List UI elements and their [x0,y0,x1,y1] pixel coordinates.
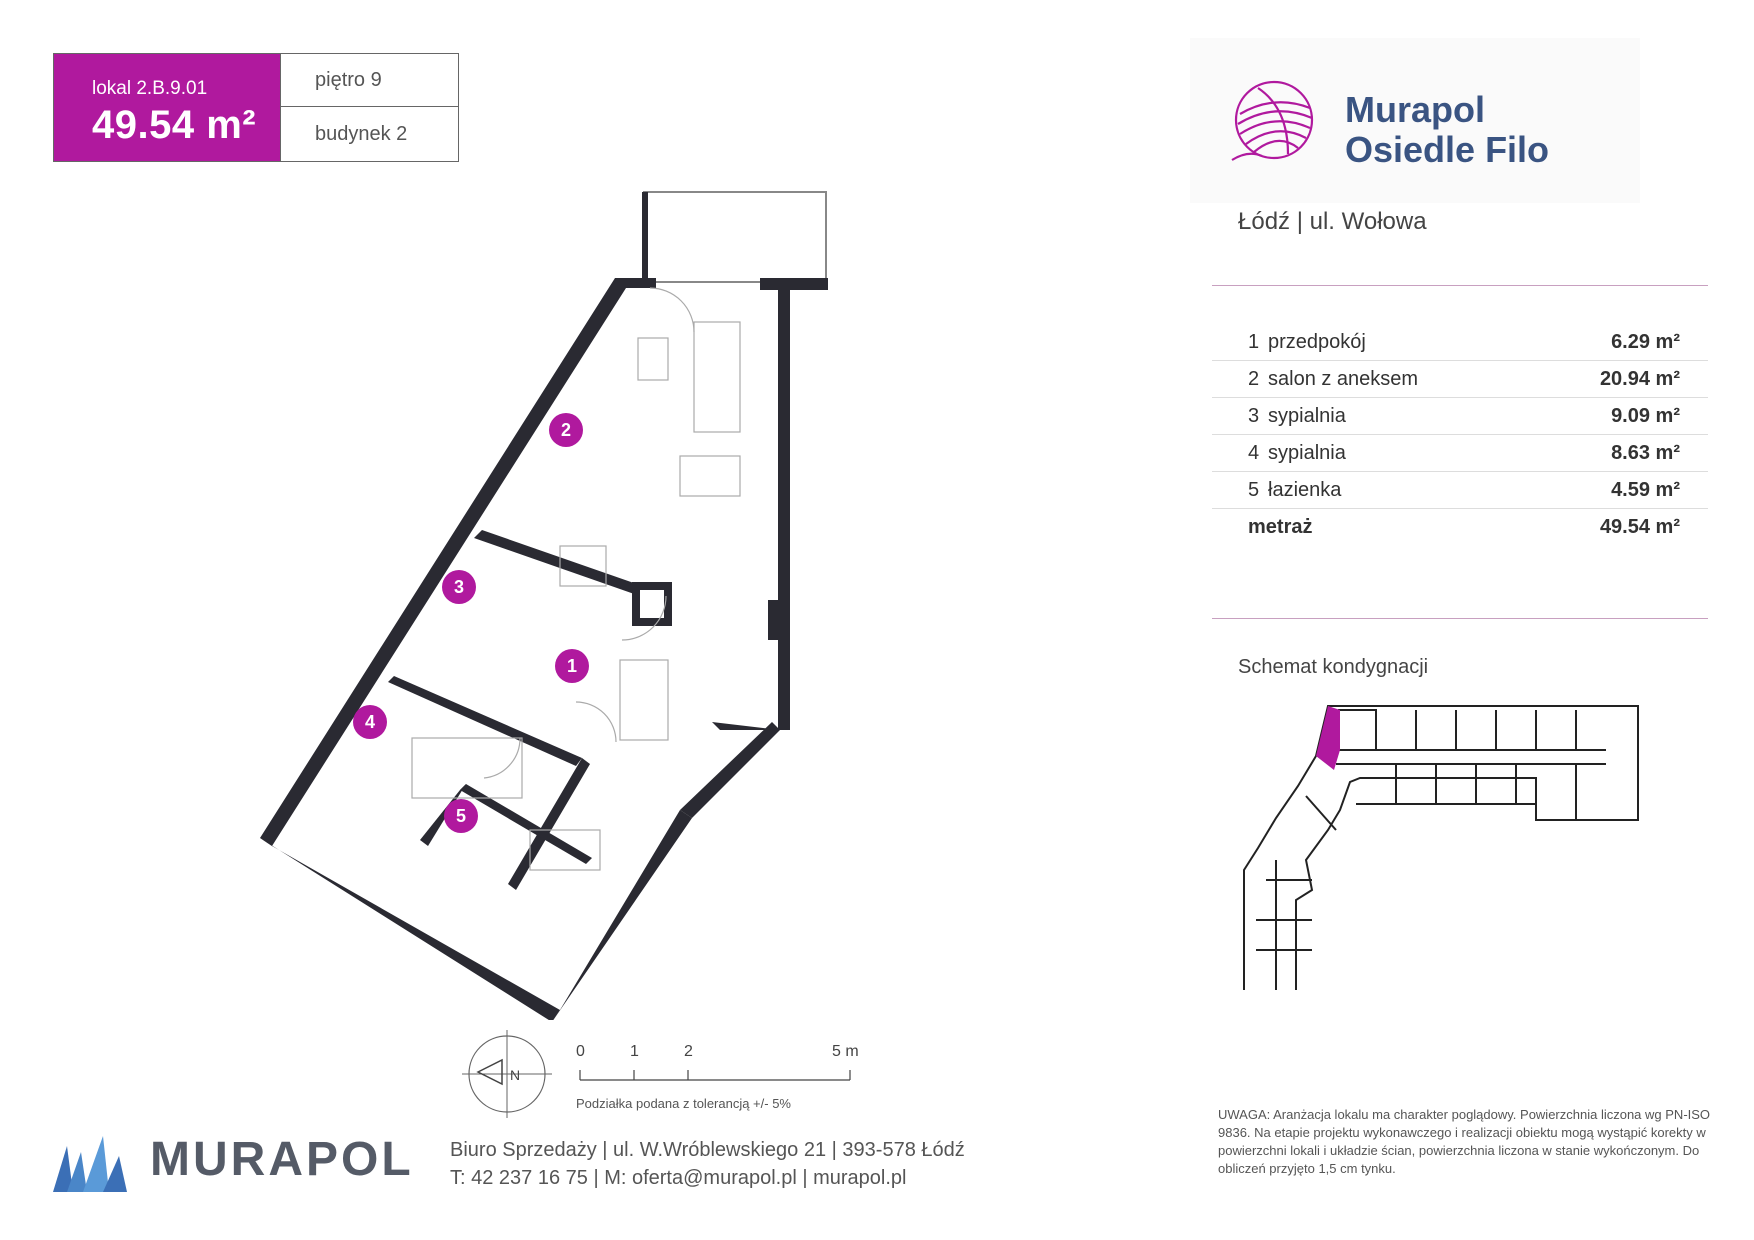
room-area: 9.09 m² [1611,405,1680,427]
room-marker-3: 3 [453,577,465,597]
room-number: 3 [1248,405,1260,427]
room-number: 4 [1248,442,1260,464]
brand-line-2: Osiedle Filo [1345,129,1550,170]
room-name: sypialnia [1268,405,1346,427]
room-name: łazienka [1268,479,1342,501]
contact-info: T: 42 237 16 75 | M: oferta@murapol.pl | murapol.pl [450,1167,907,1189]
unit-area: 49.54 m² [92,103,257,147]
room-row [1212,398,1708,435]
room-marker-1: 1 [566,656,578,676]
divider [1212,618,1708,619]
total-value: 49.54 m² [1599,516,1680,538]
disclaimer-note: UWAGA: Aranżacja lokalu ma charakter poglądowy. Powierzchnia liczona wg PN-ISO 9836. Na etapie projektu wykonawczego i realizacji obiektu mogą wystąpić korekty w powierzchni lokali i układzie ścian, powierzchnia liczona w stanie wykończonym. Do obliczeń przyjęto 1,5 cm tynku. [1218,1107,1711,1176]
yarn-logo-icon [1228,74,1320,166]
floor-label: piętro 9 [280,54,458,107]
brand-panel [1190,38,1640,203]
brand-name [1345,90,1549,170]
room-name: salon z aneksem [1268,368,1419,390]
floor-plan [260,190,960,1020]
total-label: metraż [1248,516,1313,538]
room-number: 2 [1248,368,1260,390]
divider [1212,285,1708,286]
room-name: sypialnia [1268,442,1346,464]
scale-tick-label: 5 m [832,1043,859,1060]
north-compass-icon [452,1024,562,1124]
rooms-table [1212,324,1708,545]
room-marker-2: 2 [560,420,572,440]
footer-brand: MURAPOL [150,1133,414,1186]
sales-office-address: Biuro Sprzedaży | ul. W.Wróblewskiego 21 | 393-578 Łódź [450,1139,965,1161]
room-area: 6.29 m² [1611,331,1680,353]
scale-tick-label: 1 [630,1043,639,1060]
floor-schema [1236,700,1656,990]
room-area: 8.63 m² [1611,442,1680,464]
room-row [1212,361,1708,398]
brand-line-1: Murapol [1345,89,1485,130]
murapol-logo-icon [53,1136,127,1192]
room-row [1212,324,1708,361]
room-number: 5 [1248,479,1260,501]
room-number: 1 [1248,331,1260,353]
scale-bar [570,1038,870,1088]
scale-tick-label: 0 [576,1043,585,1060]
unit-label: lokal 2.B.9.01 [92,78,208,99]
scale-tick-label: 2 [684,1043,693,1060]
north-label: N [510,1067,521,1083]
room-area: 4.59 m² [1611,479,1680,501]
room-marker-4: 4 [364,712,376,732]
location: Łódź | ul. Wołowa [1238,208,1427,235]
room-area: 20.94 m² [1599,368,1680,390]
room-marker-5: 5 [455,806,467,826]
room-markers [353,413,589,833]
unit-area-panel [54,54,280,161]
building-label: budynek 2 [280,107,458,161]
unit-info-box [53,53,459,162]
room-row [1212,435,1708,472]
scale-tolerance: Podziałka podana z tolerancją +/- 5% [576,1096,791,1111]
total-row [1212,509,1708,545]
schema-title: Schemat kondygnacji [1238,656,1429,678]
room-name: przedpokój [1268,331,1366,353]
room-row [1212,472,1708,509]
